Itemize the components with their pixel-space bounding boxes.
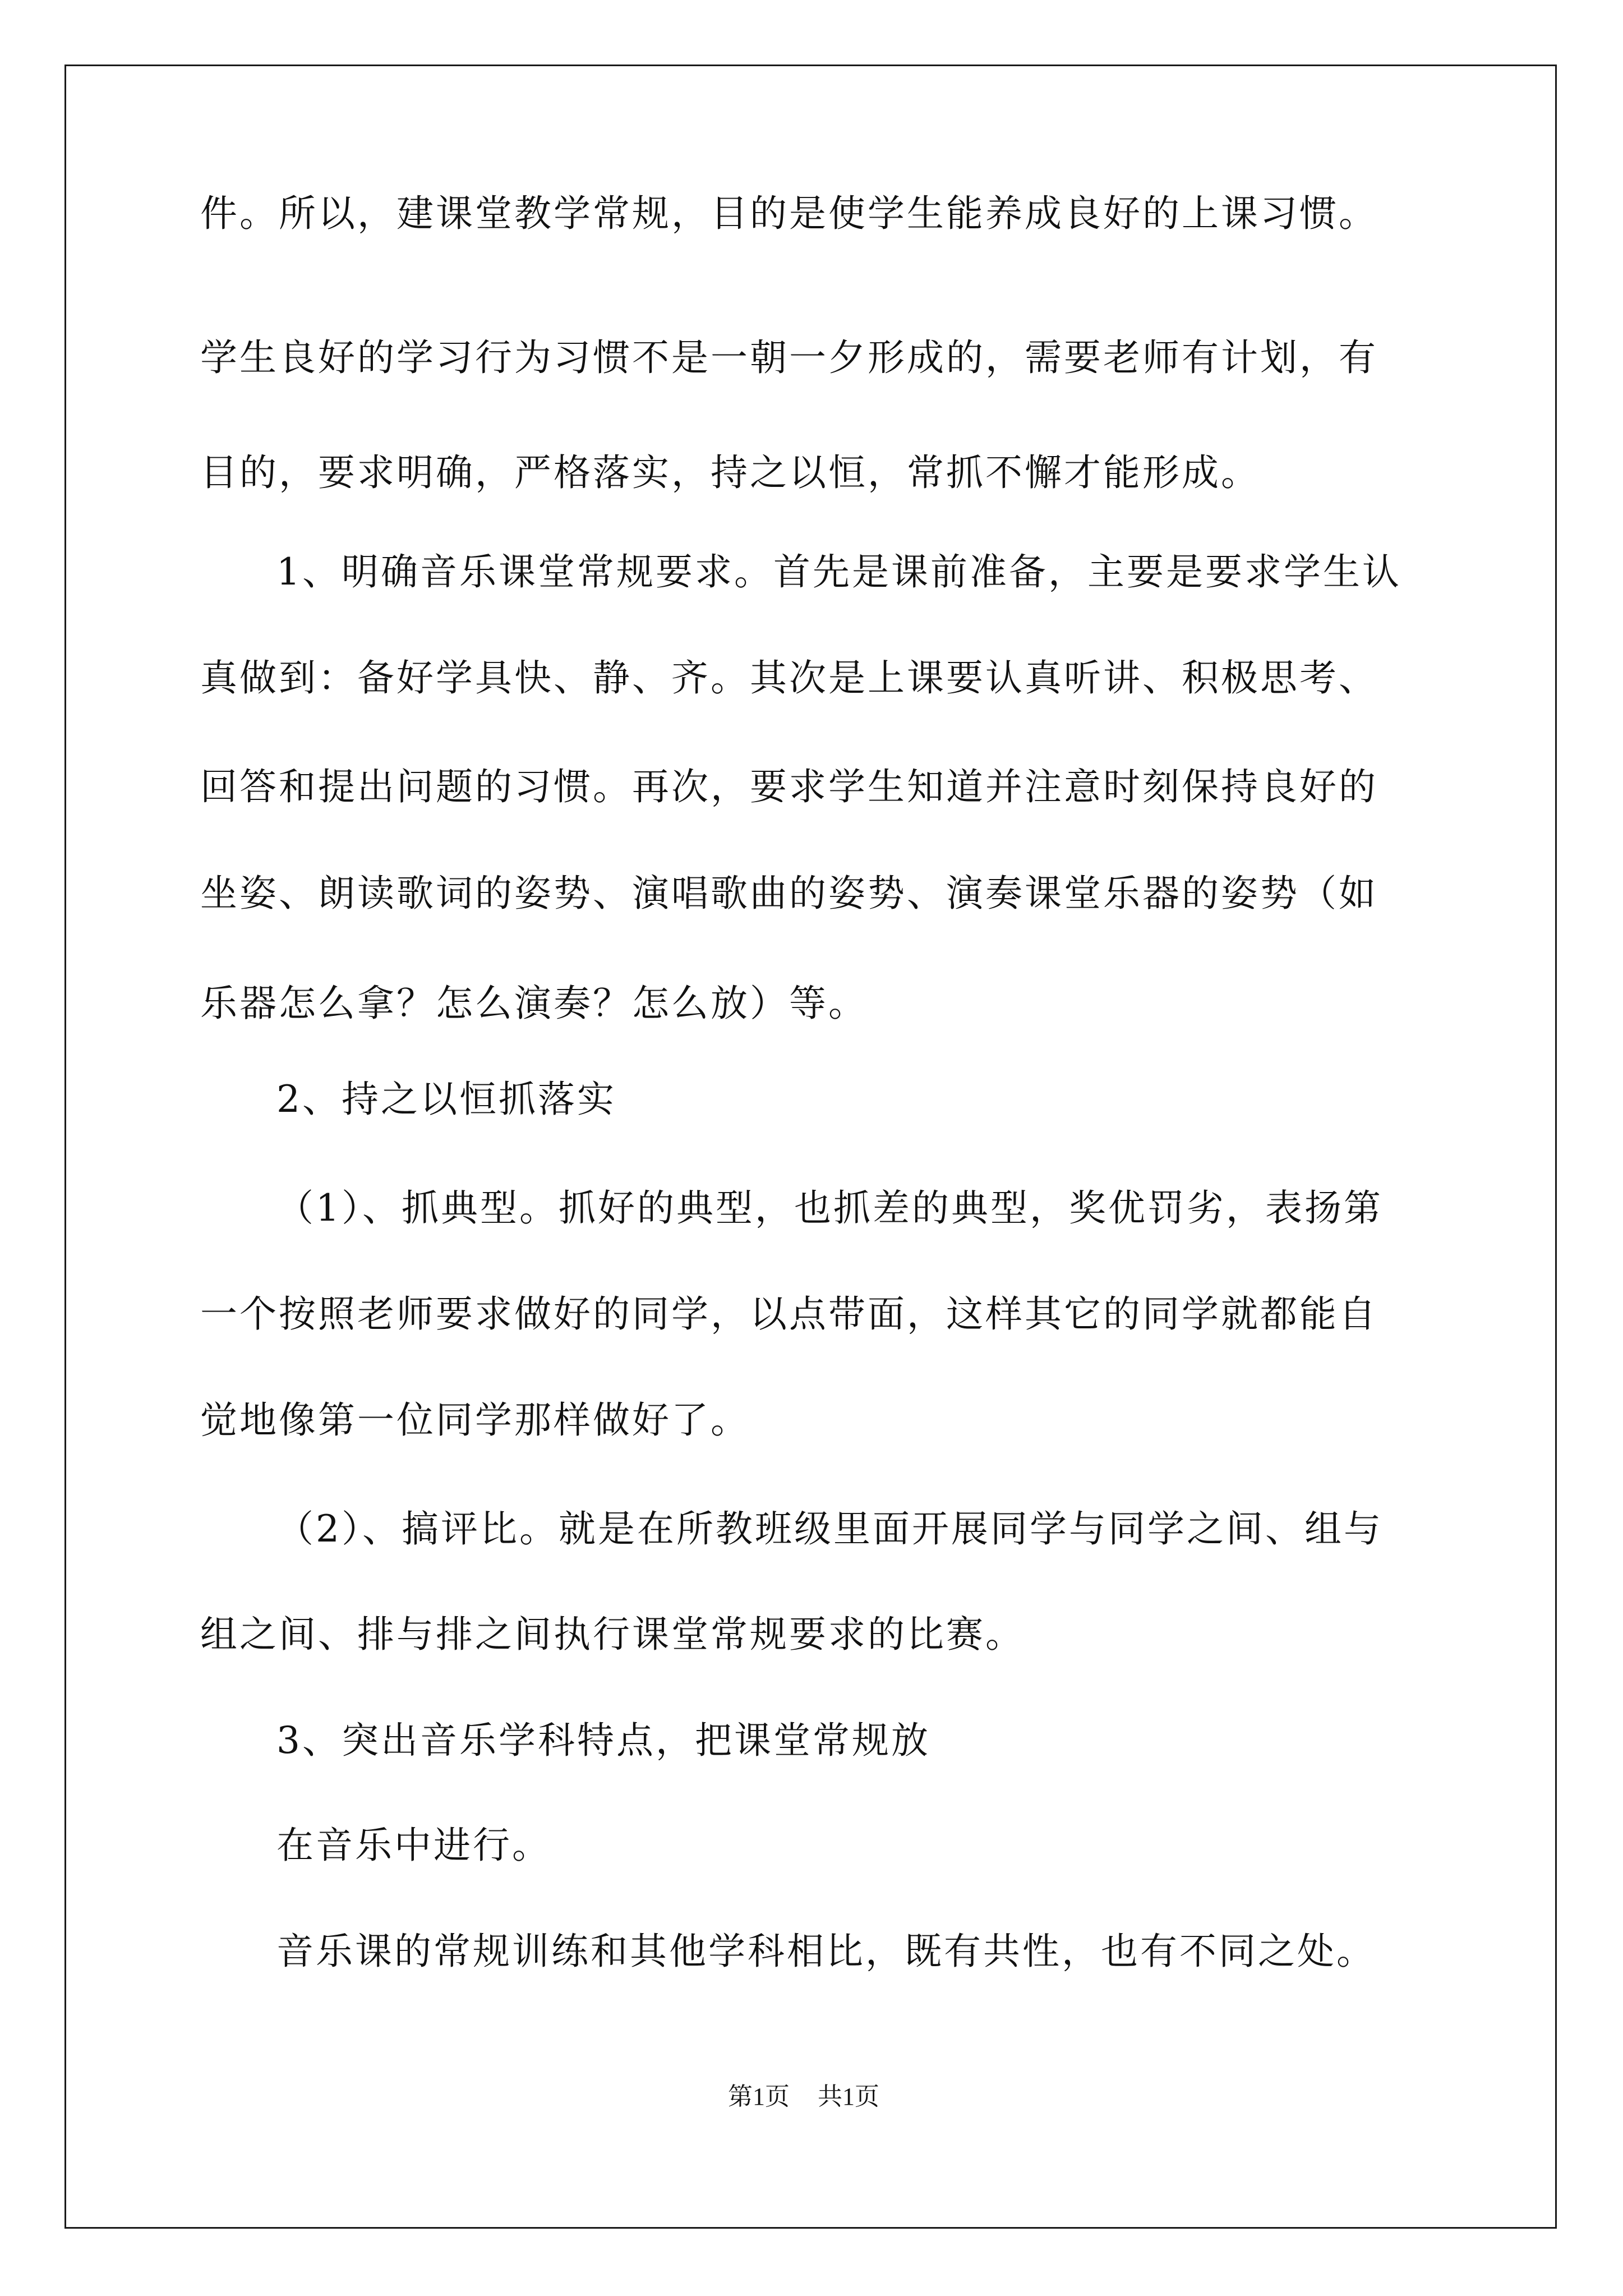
text-line-12: 觉地像第一位同学那样做好了。: [200, 1398, 750, 1442]
text-line-8: 乐器怎么拿？怎么演奏？怎么放）等。: [200, 982, 868, 1025]
text-line-4: 1、明确音乐课堂常规要求。首先是课前准备，主要是要求学生认: [276, 550, 1401, 593]
text-line-3: 目的，要求明确，严格落实，持之以恒，常抓不懈才能形成。: [200, 451, 1260, 494]
page-total: 共1页: [818, 2083, 879, 2110]
text-line-16: 在音乐中进行。: [276, 1824, 551, 1867]
text-line-17: 音乐课的常规训练和其他学科相比，既有共性，也有不同之处。: [276, 1930, 1376, 1973]
page-border: [64, 65, 1557, 2229]
page-footer: [728, 2080, 879, 2114]
text-line-13: （2）、搞评比。就是在所教班级里面开展同学与同学之间、组与: [276, 1507, 1383, 1550]
text-line-6: 回答和提出问题的习惯。再次，要求学生知道并注意时刻保持良好的: [200, 765, 1378, 808]
text-line-1: 件。所以，建课堂教学常规，目的是使学生能养成良好的上课习惯。: [200, 192, 1378, 235]
text-line-9: 2、持之以恒抓落实: [276, 1078, 616, 1121]
text-line-11: 一个按照老师要求做好的同学，以点带面，这样其它的同学就都能自: [200, 1292, 1378, 1336]
text-line-10: （1）、抓典型。抓好的典型，也抓差的典型，奖优罚劣，表扬第: [276, 1186, 1383, 1230]
text-line-5: 真做到：备好学具快、静、齐。其次是上课要认真听讲、积极思考、: [200, 656, 1378, 700]
page-number: 第1页: [728, 2083, 790, 2110]
text-line-2: 学生良好的学习行为习惯不是一朝一夕形成的，需要老师有计划，有: [200, 336, 1378, 379]
text-line-15: 3、突出音乐学科特点，把课堂常规放: [276, 1719, 930, 1762]
text-line-14: 组之间、排与排之间执行课堂常规要求的比赛。: [200, 1613, 1025, 1656]
text-line-7: 坐姿、朗读歌词的姿势、演唱歌曲的姿势、演奏课堂乐器的姿势（如: [200, 872, 1378, 915]
